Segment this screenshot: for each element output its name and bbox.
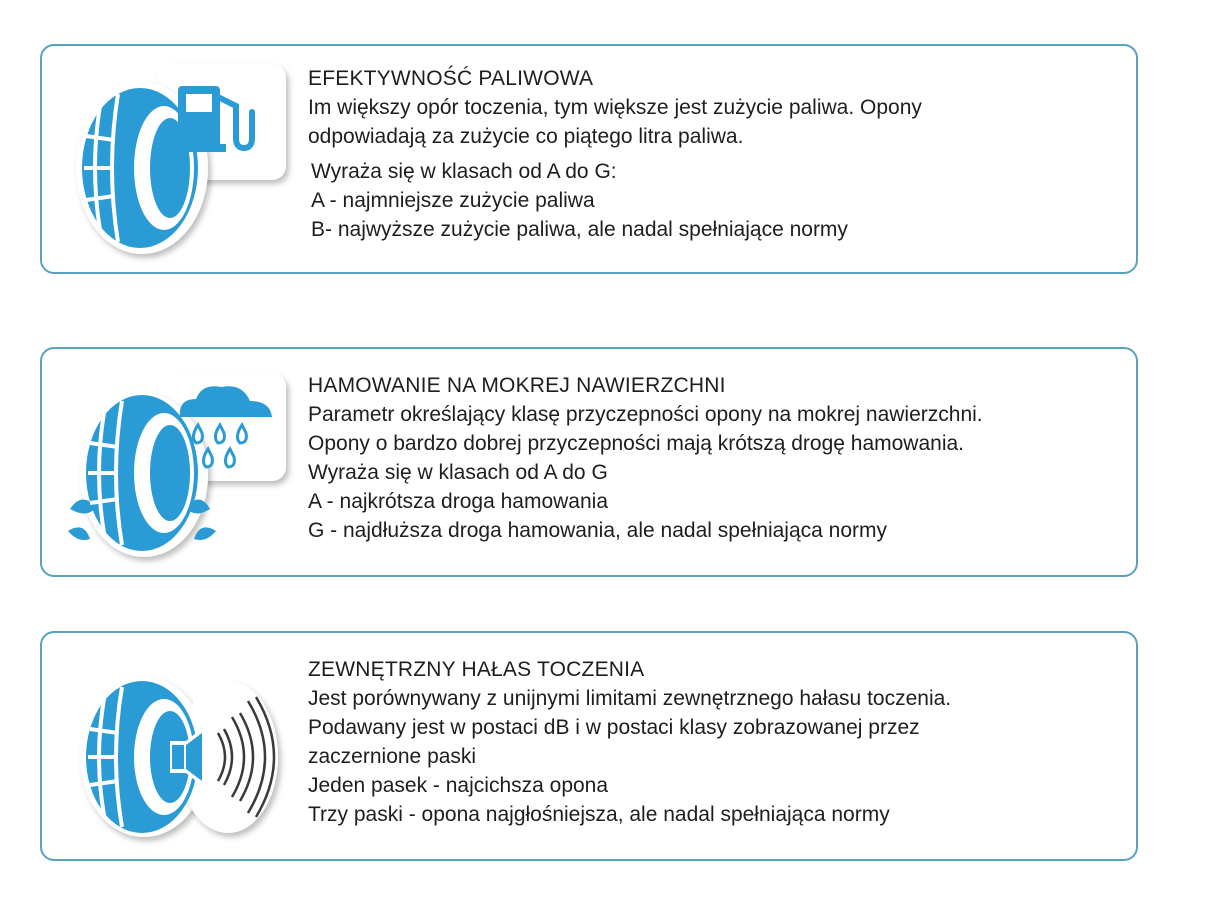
class-worst-line: Trzy paski - opona najgłośniejsza, ale nadal spełniająca normy	[308, 803, 890, 826]
fuel-efficiency-card	[40, 44, 1138, 274]
class-worst-line: B- najwyższe zużycie paliwa, ale nadal spełniające normy	[311, 218, 848, 241]
class-worst-line: G - najdłuższa droga hamowania, ale nadal spełniająca normy	[308, 519, 887, 542]
description-line: Podawany jest w postaci dB i w postaci klasy zobrazowanej przez	[308, 716, 920, 739]
description-line: Im większy opór toczenia, tym większe jest zużycie paliwa. Opony	[308, 96, 922, 119]
description-line: Opony o bardzo dobrej przyczepności mają krótszą drogę hamowania.	[308, 432, 965, 455]
section-title: EFEKTYWNOŚĆ PALIWOWA	[308, 67, 594, 90]
class-intro-line: Wyraża się w klasach od A do G	[308, 461, 608, 484]
class-best-line: A - najmniejsze zużycie paliwa	[311, 189, 595, 212]
fuel-efficiency-text	[308, 64, 1116, 244]
tire-rain-cloud-icon	[60, 359, 300, 569]
rolling-noise-text	[308, 655, 1116, 829]
class-intro-line: Wyraża się w klasach od A do G:	[311, 160, 617, 183]
class-best-line: Jeden pasek - najcichsza opona	[308, 774, 609, 797]
rolling-noise-card	[40, 631, 1138, 861]
description-line: odpowiadają za zużycie co piątego litra paliwa.	[308, 125, 744, 148]
description-line: Jest porównywany z unijnymi limitami zewnętrznego hałasu toczenia.	[308, 687, 952, 710]
tire-fuel-pump-icon	[60, 56, 300, 266]
wet-braking-text	[308, 371, 1116, 545]
tire-speaker-icon	[60, 643, 300, 853]
class-best-line: A - najkrótsza droga hamowania	[308, 490, 608, 513]
description-line: Parametr określający klasę przyczepności opony na mokrej nawierzchni.	[308, 403, 983, 426]
section-title: HAMOWANIE NA MOKREJ NAWIERZCHNI	[308, 374, 726, 397]
description-line: zaczernione paski	[308, 745, 477, 768]
wet-braking-card	[40, 347, 1138, 577]
section-title: ZEWNĘTRZNY HAŁAS TOCZENIA	[308, 658, 645, 681]
